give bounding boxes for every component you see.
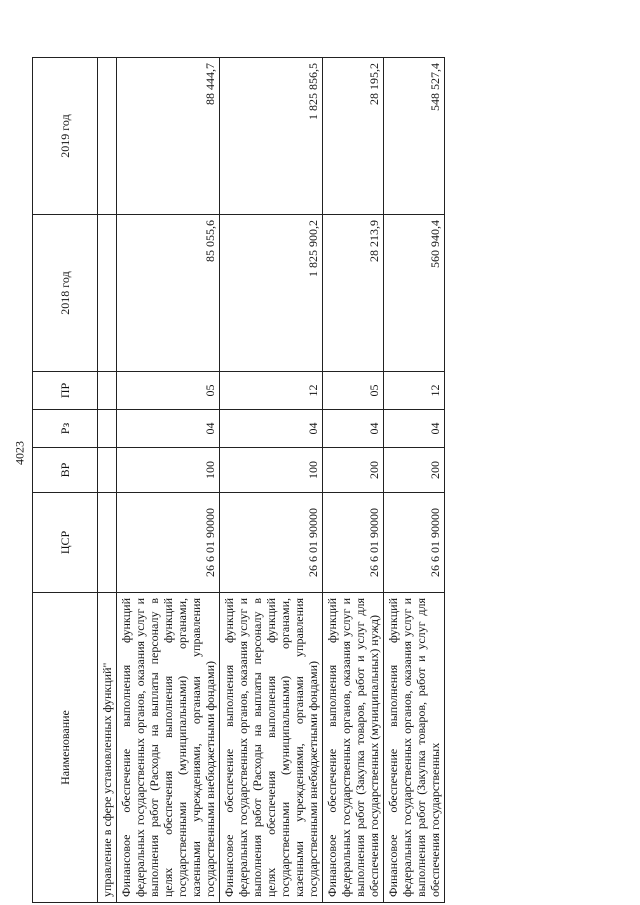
- row-csr: 26 6 01 90000: [220, 493, 323, 593]
- header-rz: Рз: [33, 410, 98, 448]
- row-pr: 05: [323, 372, 384, 410]
- row-csr: 26 6 01 90000: [117, 493, 220, 593]
- row-vr: 200: [384, 448, 445, 493]
- section-row: [98, 58, 117, 903]
- row-pr: 12: [220, 372, 323, 410]
- row-vr: 100: [220, 448, 323, 493]
- row-name: Финансовое обеспечение выполнения функций федеральных государственных органов, оказания услуг и выполнения работ (Закупка товаров, работ и услуг для обеспечения государственных (муниципальных) нужд): [323, 593, 384, 903]
- row-2019: 88 444,7: [117, 58, 220, 215]
- row-2019: 548 527,4: [384, 58, 445, 215]
- row-vr: 100: [117, 448, 220, 493]
- row-2018: 85 055,6: [117, 215, 220, 372]
- rotated-table-container: [32, 58, 502, 903]
- table-row: [220, 58, 323, 903]
- header-csr: ЦСР: [33, 493, 98, 593]
- header-name: Наименование: [33, 593, 98, 903]
- header-pr: ПР: [33, 372, 98, 410]
- table-row: [117, 58, 220, 903]
- row-csr: 26 6 01 90000: [323, 493, 384, 593]
- row-rz: 04: [117, 410, 220, 448]
- row-rz: 04: [220, 410, 323, 448]
- row-2019: 28 195,2: [323, 58, 384, 215]
- row-csr: 26 6 01 90000: [384, 493, 445, 593]
- header-vr: ВР: [33, 448, 98, 493]
- row-pr: 05: [117, 372, 220, 410]
- row-vr: 200: [323, 448, 384, 493]
- row-2019: 1 825 856,5: [220, 58, 323, 215]
- table-row: [323, 58, 384, 903]
- row-name: Финансовое обеспечение выполнения функций федеральных государственных органов, оказания услуг и выполнения работ (Расходы на выплаты персоналу в целях обеспечения выполнения функций государственными (муниципальными) органами, казенными учреждениями, органами управления государственными внебюджетными фондами): [220, 593, 323, 903]
- row-name: Финансовое обеспечение выполнения функций федеральных государственных органов, оказания услуг и выполнения работ (Расходы на выплаты персоналу в целях обеспечения выполнения функций государственными (муниципальными) органами, казенными учреждениями, органами управления государственными внебюджетными фондами): [117, 593, 220, 903]
- row-rz: 04: [323, 410, 384, 448]
- row-name: Финансовое обеспечение выполнения функций федеральных государственных органов, оказания услуг и выполнения работ (Закупка товаров, работ и услуг для обеспечения государственных: [384, 593, 445, 903]
- header-2019: 2019 год: [33, 58, 98, 215]
- header-2018: 2018 год: [33, 215, 98, 372]
- budget-table: [32, 57, 445, 903]
- row-2018: 28 213,9: [323, 215, 384, 372]
- table-row: [384, 58, 445, 903]
- section-text: управление в сфере установленных функций": [98, 593, 117, 903]
- row-2018: 1 825 900,2: [220, 215, 323, 372]
- row-rz: 04: [384, 410, 445, 448]
- page-number: 4023: [12, 440, 27, 465]
- row-pr: 12: [384, 372, 445, 410]
- row-2018: 560 940,4: [384, 215, 445, 372]
- header-row: [33, 58, 98, 903]
